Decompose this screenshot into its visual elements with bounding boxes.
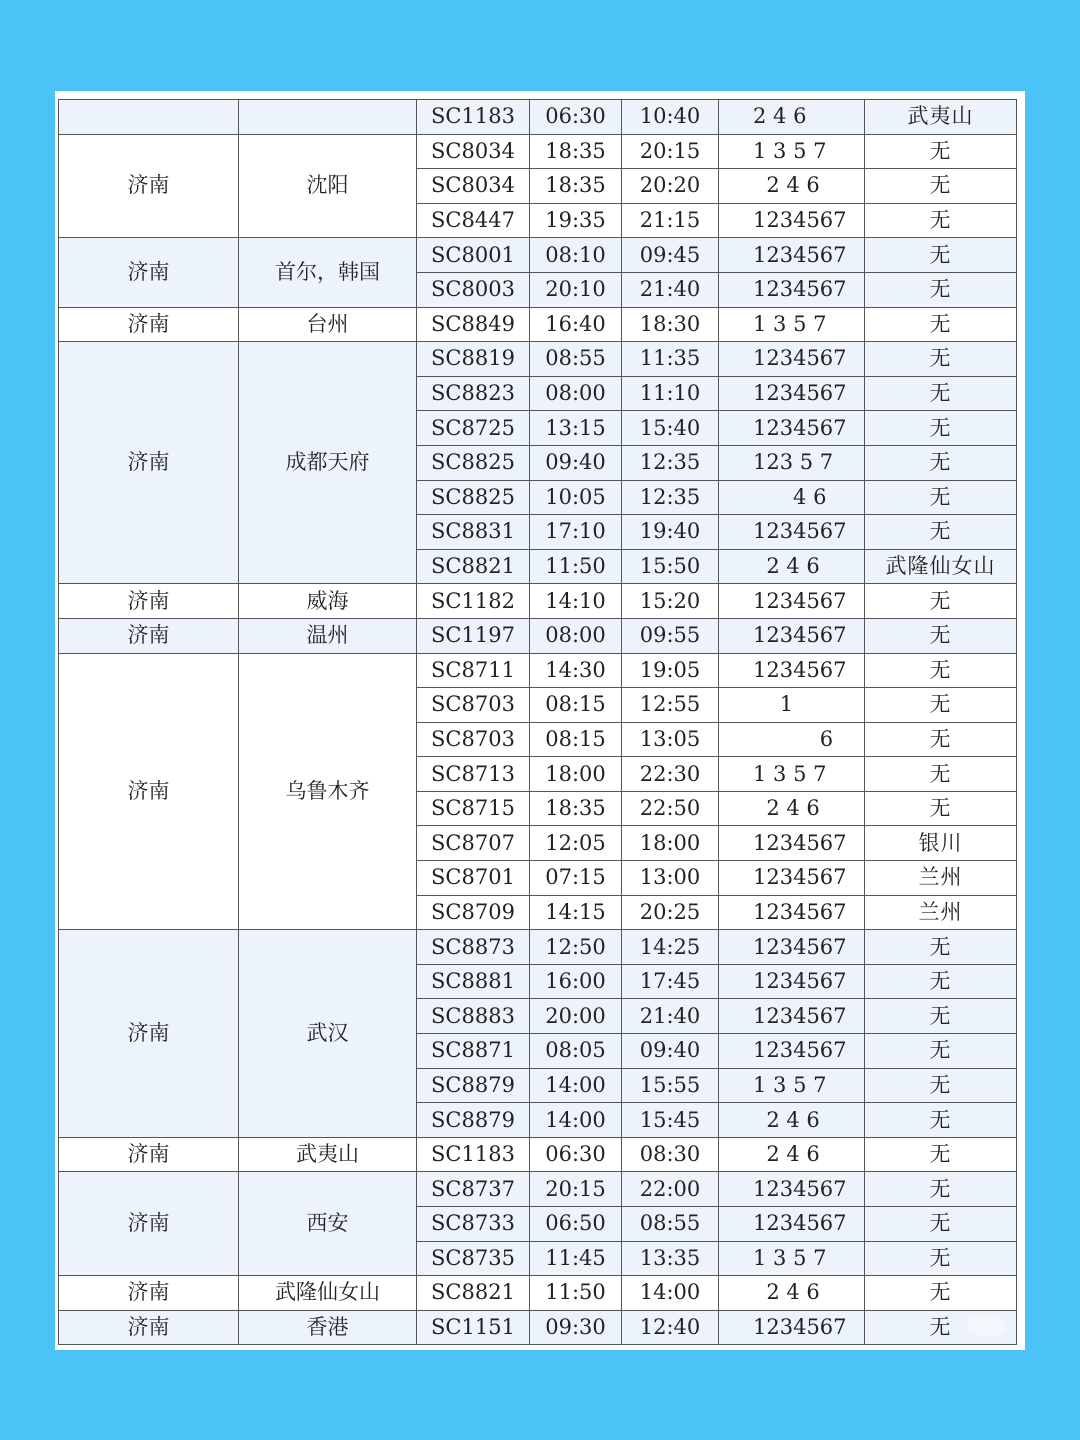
origin-cell: 济南 xyxy=(59,1276,239,1311)
origin-cell: 济南 xyxy=(59,1137,239,1172)
flight-number-cell: SC8873 xyxy=(417,930,530,965)
origin-cell: 济南 xyxy=(59,134,239,238)
operating-days-cell: 1234567 xyxy=(719,930,865,965)
flight-number-cell: SC8821 xyxy=(417,1276,530,1311)
schedule-card xyxy=(55,91,1025,1350)
operating-days-cell: 2 4 6 xyxy=(719,100,865,135)
flight-number-cell: SC8709 xyxy=(417,895,530,930)
flight-number-cell: SC8711 xyxy=(417,653,530,688)
flight-number-cell: SC8879 xyxy=(417,1068,530,1103)
destination-cell: 武汉 xyxy=(239,930,417,1138)
operating-days-cell: 1234567 xyxy=(719,584,865,619)
flight-number-cell: SC8034 xyxy=(417,134,530,169)
operating-days-cell: 1234567 xyxy=(719,826,865,861)
arrival-time-cell: 19:05 xyxy=(622,653,719,688)
departure-time-cell: 14:00 xyxy=(530,1068,622,1103)
departure-time-cell: 20:10 xyxy=(530,272,622,307)
flight-row xyxy=(59,100,1017,135)
stopover-cell: 无 xyxy=(865,411,1017,446)
origin-cell: 济南 xyxy=(59,618,239,653)
operating-days-cell: 1 3 5 7 xyxy=(719,757,865,792)
departure-time-cell: 17:10 xyxy=(530,515,622,550)
flight-number-cell: SC1182 xyxy=(417,584,530,619)
arrival-time-cell: 11:10 xyxy=(622,376,719,411)
operating-days-cell: 1 3 5 7 xyxy=(719,307,865,342)
flight-number-cell: SC8733 xyxy=(417,1207,530,1242)
departure-time-cell: 14:15 xyxy=(530,895,622,930)
arrival-time-cell: 08:55 xyxy=(622,1207,719,1242)
flight-number-cell: SC8819 xyxy=(417,342,530,377)
stopover-cell: 无 xyxy=(865,1241,1017,1276)
arrival-time-cell: 18:30 xyxy=(622,307,719,342)
operating-days-cell: 1234567 xyxy=(719,1310,865,1345)
destination-cell: 乌鲁木齐 xyxy=(239,653,417,930)
arrival-time-cell: 09:40 xyxy=(622,1034,719,1069)
flight-number-cell: SC8825 xyxy=(417,480,530,515)
arrival-time-cell: 15:55 xyxy=(622,1068,719,1103)
flight-number-cell: SC8737 xyxy=(417,1172,530,1207)
flight-number-cell: SC8701 xyxy=(417,861,530,896)
stopover-cell: 无 xyxy=(865,791,1017,826)
departure-time-cell: 18:35 xyxy=(530,169,622,204)
departure-time-cell: 16:40 xyxy=(530,307,622,342)
stopover-cell: 无 xyxy=(865,930,1017,965)
arrival-time-cell: 10:40 xyxy=(622,100,719,135)
departure-time-cell: 08:00 xyxy=(530,376,622,411)
stopover-cell: 无 xyxy=(865,757,1017,792)
operating-days-cell: 1234567 xyxy=(719,272,865,307)
operating-days-cell: 1 3 5 7 xyxy=(719,1068,865,1103)
departure-time-cell: 18:35 xyxy=(530,791,622,826)
stopover-cell: 无 xyxy=(865,134,1017,169)
operating-days-cell: 123 5 7 xyxy=(719,445,865,480)
flight-row xyxy=(59,1276,1017,1311)
operating-days-cell: 1234567 xyxy=(719,515,865,550)
flight-number-cell: SC8447 xyxy=(417,203,530,238)
stopover-cell: 无 xyxy=(865,238,1017,273)
flight-number-cell: SC1183 xyxy=(417,100,530,135)
operating-days-cell: 4 6 xyxy=(719,480,865,515)
flight-number-cell: SC8735 xyxy=(417,1241,530,1276)
departure-time-cell: 14:00 xyxy=(530,1103,622,1138)
stopover-cell: 无 xyxy=(865,653,1017,688)
departure-time-cell: 12:50 xyxy=(530,930,622,965)
flight-number-cell: SC8825 xyxy=(417,445,530,480)
departure-time-cell: 11:50 xyxy=(530,1276,622,1311)
flight-number-cell: SC1183 xyxy=(417,1137,530,1172)
departure-time-cell: 11:45 xyxy=(530,1241,622,1276)
arrival-time-cell: 15:40 xyxy=(622,411,719,446)
origin-cell: 济南 xyxy=(59,1172,239,1276)
departure-time-cell: 09:30 xyxy=(530,1310,622,1345)
operating-days-cell: 1234567 xyxy=(719,238,865,273)
arrival-time-cell: 11:35 xyxy=(622,342,719,377)
flight-row xyxy=(59,653,1017,688)
stopover-cell: 无 xyxy=(865,618,1017,653)
arrival-time-cell: 17:45 xyxy=(622,964,719,999)
departure-time-cell: 07:15 xyxy=(530,861,622,896)
operating-days-cell: 1234567 xyxy=(719,653,865,688)
arrival-time-cell: 22:50 xyxy=(622,791,719,826)
operating-days-cell: 1234567 xyxy=(719,618,865,653)
destination-cell: 武隆仙女山 xyxy=(239,1276,417,1311)
flight-number-cell: SC8725 xyxy=(417,411,530,446)
flight-row xyxy=(59,307,1017,342)
operating-days-cell: 2 4 6 xyxy=(719,549,865,584)
destination-cell: 温州 xyxy=(239,618,417,653)
flight-number-cell: SC8849 xyxy=(417,307,530,342)
flight-row xyxy=(59,134,1017,169)
stopover-cell: 无 xyxy=(865,342,1017,377)
flight-row xyxy=(59,238,1017,273)
flight-row xyxy=(59,930,1017,965)
arrival-time-cell: 14:25 xyxy=(622,930,719,965)
stopover-cell: 兰州 xyxy=(865,895,1017,930)
origin-cell: 济南 xyxy=(59,342,239,584)
stopover-cell: 兰州 xyxy=(865,861,1017,896)
destination-cell: 香港 xyxy=(239,1310,417,1345)
departure-time-cell: 06:30 xyxy=(530,1137,622,1172)
arrival-time-cell: 08:30 xyxy=(622,1137,719,1172)
arrival-time-cell: 13:05 xyxy=(622,722,719,757)
arrival-time-cell: 20:15 xyxy=(622,134,719,169)
flight-number-cell: SC8715 xyxy=(417,791,530,826)
operating-days-cell: 2 4 6 xyxy=(719,169,865,204)
operating-days-cell: 2 4 6 xyxy=(719,1137,865,1172)
flight-number-cell: SC8003 xyxy=(417,272,530,307)
arrival-time-cell: 20:25 xyxy=(622,895,719,930)
flight-number-cell: SC8703 xyxy=(417,688,530,723)
arrival-time-cell: 14:00 xyxy=(622,1276,719,1311)
operating-days-cell: 1234567 xyxy=(719,1172,865,1207)
stopover-cell: 无 xyxy=(865,722,1017,757)
arrival-time-cell: 12:35 xyxy=(622,480,719,515)
stopover-cell: 无 xyxy=(865,376,1017,411)
stopover-cell: 无 xyxy=(865,272,1017,307)
stopover-cell: 无 xyxy=(865,445,1017,480)
destination-cell: 威海 xyxy=(239,584,417,619)
stopover-cell: 无 xyxy=(865,688,1017,723)
departure-time-cell: 08:55 xyxy=(530,342,622,377)
operating-days-cell: 2 4 6 xyxy=(719,1103,865,1138)
operating-days-cell: 1 3 5 7 xyxy=(719,1241,865,1276)
operating-days-cell: 1234567 xyxy=(719,376,865,411)
flight-number-cell: SC8823 xyxy=(417,376,530,411)
departure-time-cell: 08:15 xyxy=(530,722,622,757)
departure-time-cell: 20:15 xyxy=(530,1172,622,1207)
flight-row xyxy=(59,1137,1017,1172)
departure-time-cell: 08:10 xyxy=(530,238,622,273)
arrival-time-cell: 13:35 xyxy=(622,1241,719,1276)
departure-time-cell: 10:05 xyxy=(530,480,622,515)
arrival-time-cell: 22:00 xyxy=(622,1172,719,1207)
stopover-cell: 无 xyxy=(865,169,1017,204)
stopover-cell: 无 xyxy=(865,480,1017,515)
departure-time-cell: 16:00 xyxy=(530,964,622,999)
flight-number-cell: SC8034 xyxy=(417,169,530,204)
operating-days-cell: 1234567 xyxy=(719,203,865,238)
origin-cell xyxy=(59,100,239,135)
destination-cell: 成都天府 xyxy=(239,342,417,584)
operating-days-cell: 1234567 xyxy=(719,342,865,377)
flight-number-cell: SC8831 xyxy=(417,515,530,550)
flight-number-cell: SC8871 xyxy=(417,1034,530,1069)
departure-time-cell: 06:30 xyxy=(530,100,622,135)
stopover-cell: 无 xyxy=(865,1172,1017,1207)
flight-number-cell: SC8713 xyxy=(417,757,530,792)
flight-row xyxy=(59,1172,1017,1207)
departure-time-cell: 08:15 xyxy=(530,688,622,723)
arrival-time-cell: 15:45 xyxy=(622,1103,719,1138)
origin-cell: 济南 xyxy=(59,1310,239,1345)
destination-cell: 武夷山 xyxy=(239,1137,417,1172)
arrival-time-cell: 09:45 xyxy=(622,238,719,273)
arrival-time-cell: 21:40 xyxy=(622,999,719,1034)
destination-cell: 西安 xyxy=(239,1172,417,1276)
arrival-time-cell: 19:40 xyxy=(622,515,719,550)
operating-days-cell: 1234567 xyxy=(719,999,865,1034)
departure-time-cell: 08:05 xyxy=(530,1034,622,1069)
flight-schedule-table xyxy=(58,99,1017,1345)
destination-cell: 首尔，韩国 xyxy=(239,238,417,307)
stopover-cell: 无 xyxy=(865,1310,1017,1345)
stopover-cell: 无 xyxy=(865,203,1017,238)
watermark xyxy=(967,1316,1007,1336)
stopover-cell: 银川 xyxy=(865,826,1017,861)
arrival-time-cell: 13:00 xyxy=(622,861,719,896)
arrival-time-cell: 15:20 xyxy=(622,584,719,619)
operating-days-cell: 1 3 5 7 xyxy=(719,134,865,169)
destination-cell: 台州 xyxy=(239,307,417,342)
departure-time-cell: 18:35 xyxy=(530,134,622,169)
departure-time-cell: 06:50 xyxy=(530,1207,622,1242)
operating-days-cell: 2 4 6 xyxy=(719,1276,865,1311)
stopover-cell: 无 xyxy=(865,1103,1017,1138)
flight-number-cell: SC8707 xyxy=(417,826,530,861)
arrival-time-cell: 20:20 xyxy=(622,169,719,204)
arrival-time-cell: 21:40 xyxy=(622,272,719,307)
operating-days-cell: 1234567 xyxy=(719,861,865,896)
arrival-time-cell: 12:35 xyxy=(622,445,719,480)
flight-number-cell: SC1197 xyxy=(417,618,530,653)
flight-row xyxy=(59,618,1017,653)
departure-time-cell: 20:00 xyxy=(530,999,622,1034)
arrival-time-cell: 12:55 xyxy=(622,688,719,723)
stopover-cell: 无 xyxy=(865,1137,1017,1172)
origin-cell: 济南 xyxy=(59,584,239,619)
flight-row xyxy=(59,342,1017,377)
stopover-cell: 无 xyxy=(865,307,1017,342)
stopover-cell: 武夷山 xyxy=(865,100,1017,135)
origin-cell: 济南 xyxy=(59,653,239,930)
flight-number-cell: SC1151 xyxy=(417,1310,530,1345)
origin-cell: 济南 xyxy=(59,930,239,1138)
destination-cell: 沈阳 xyxy=(239,134,417,238)
stopover-cell: 无 xyxy=(865,1034,1017,1069)
flight-number-cell: SC8703 xyxy=(417,722,530,757)
departure-time-cell: 08:00 xyxy=(530,618,622,653)
arrival-time-cell: 22:30 xyxy=(622,757,719,792)
flight-row xyxy=(59,584,1017,619)
stopover-cell: 无 xyxy=(865,1207,1017,1242)
departure-time-cell: 09:40 xyxy=(530,445,622,480)
operating-days-cell: 1234567 xyxy=(719,964,865,999)
departure-time-cell: 13:15 xyxy=(530,411,622,446)
stopover-cell: 无 xyxy=(865,964,1017,999)
flight-number-cell: SC8879 xyxy=(417,1103,530,1138)
flight-row xyxy=(59,1310,1017,1345)
operating-days-cell: 1234567 xyxy=(719,411,865,446)
arrival-time-cell: 09:55 xyxy=(622,618,719,653)
stopover-cell: 无 xyxy=(865,1276,1017,1311)
flight-number-cell: SC8001 xyxy=(417,238,530,273)
departure-time-cell: 11:50 xyxy=(530,549,622,584)
departure-time-cell: 12:05 xyxy=(530,826,622,861)
operating-days-cell: 2 4 6 xyxy=(719,791,865,826)
departure-time-cell: 18:00 xyxy=(530,757,622,792)
flight-number-cell: SC8881 xyxy=(417,964,530,999)
arrival-time-cell: 18:00 xyxy=(622,826,719,861)
departure-time-cell: 14:30 xyxy=(530,653,622,688)
origin-cell: 济南 xyxy=(59,238,239,307)
stopover-cell: 武隆仙女山 xyxy=(865,549,1017,584)
departure-time-cell: 14:10 xyxy=(530,584,622,619)
stopover-cell: 无 xyxy=(865,1068,1017,1103)
stopover-cell: 无 xyxy=(865,584,1017,619)
destination-cell xyxy=(239,100,417,135)
arrival-time-cell: 12:40 xyxy=(622,1310,719,1345)
operating-days-cell: 1 xyxy=(719,688,865,723)
arrival-time-cell: 21:15 xyxy=(622,203,719,238)
stopover-cell: 无 xyxy=(865,999,1017,1034)
operating-days-cell: 6 xyxy=(719,722,865,757)
origin-cell: 济南 xyxy=(59,307,239,342)
flight-number-cell: SC8883 xyxy=(417,999,530,1034)
flight-number-cell: SC8821 xyxy=(417,549,530,584)
operating-days-cell: 1234567 xyxy=(719,895,865,930)
operating-days-cell: 1234567 xyxy=(719,1034,865,1069)
operating-days-cell: 1234567 xyxy=(719,1207,865,1242)
arrival-time-cell: 15:50 xyxy=(622,549,719,584)
stopover-cell: 无 xyxy=(865,515,1017,550)
departure-time-cell: 19:35 xyxy=(530,203,622,238)
